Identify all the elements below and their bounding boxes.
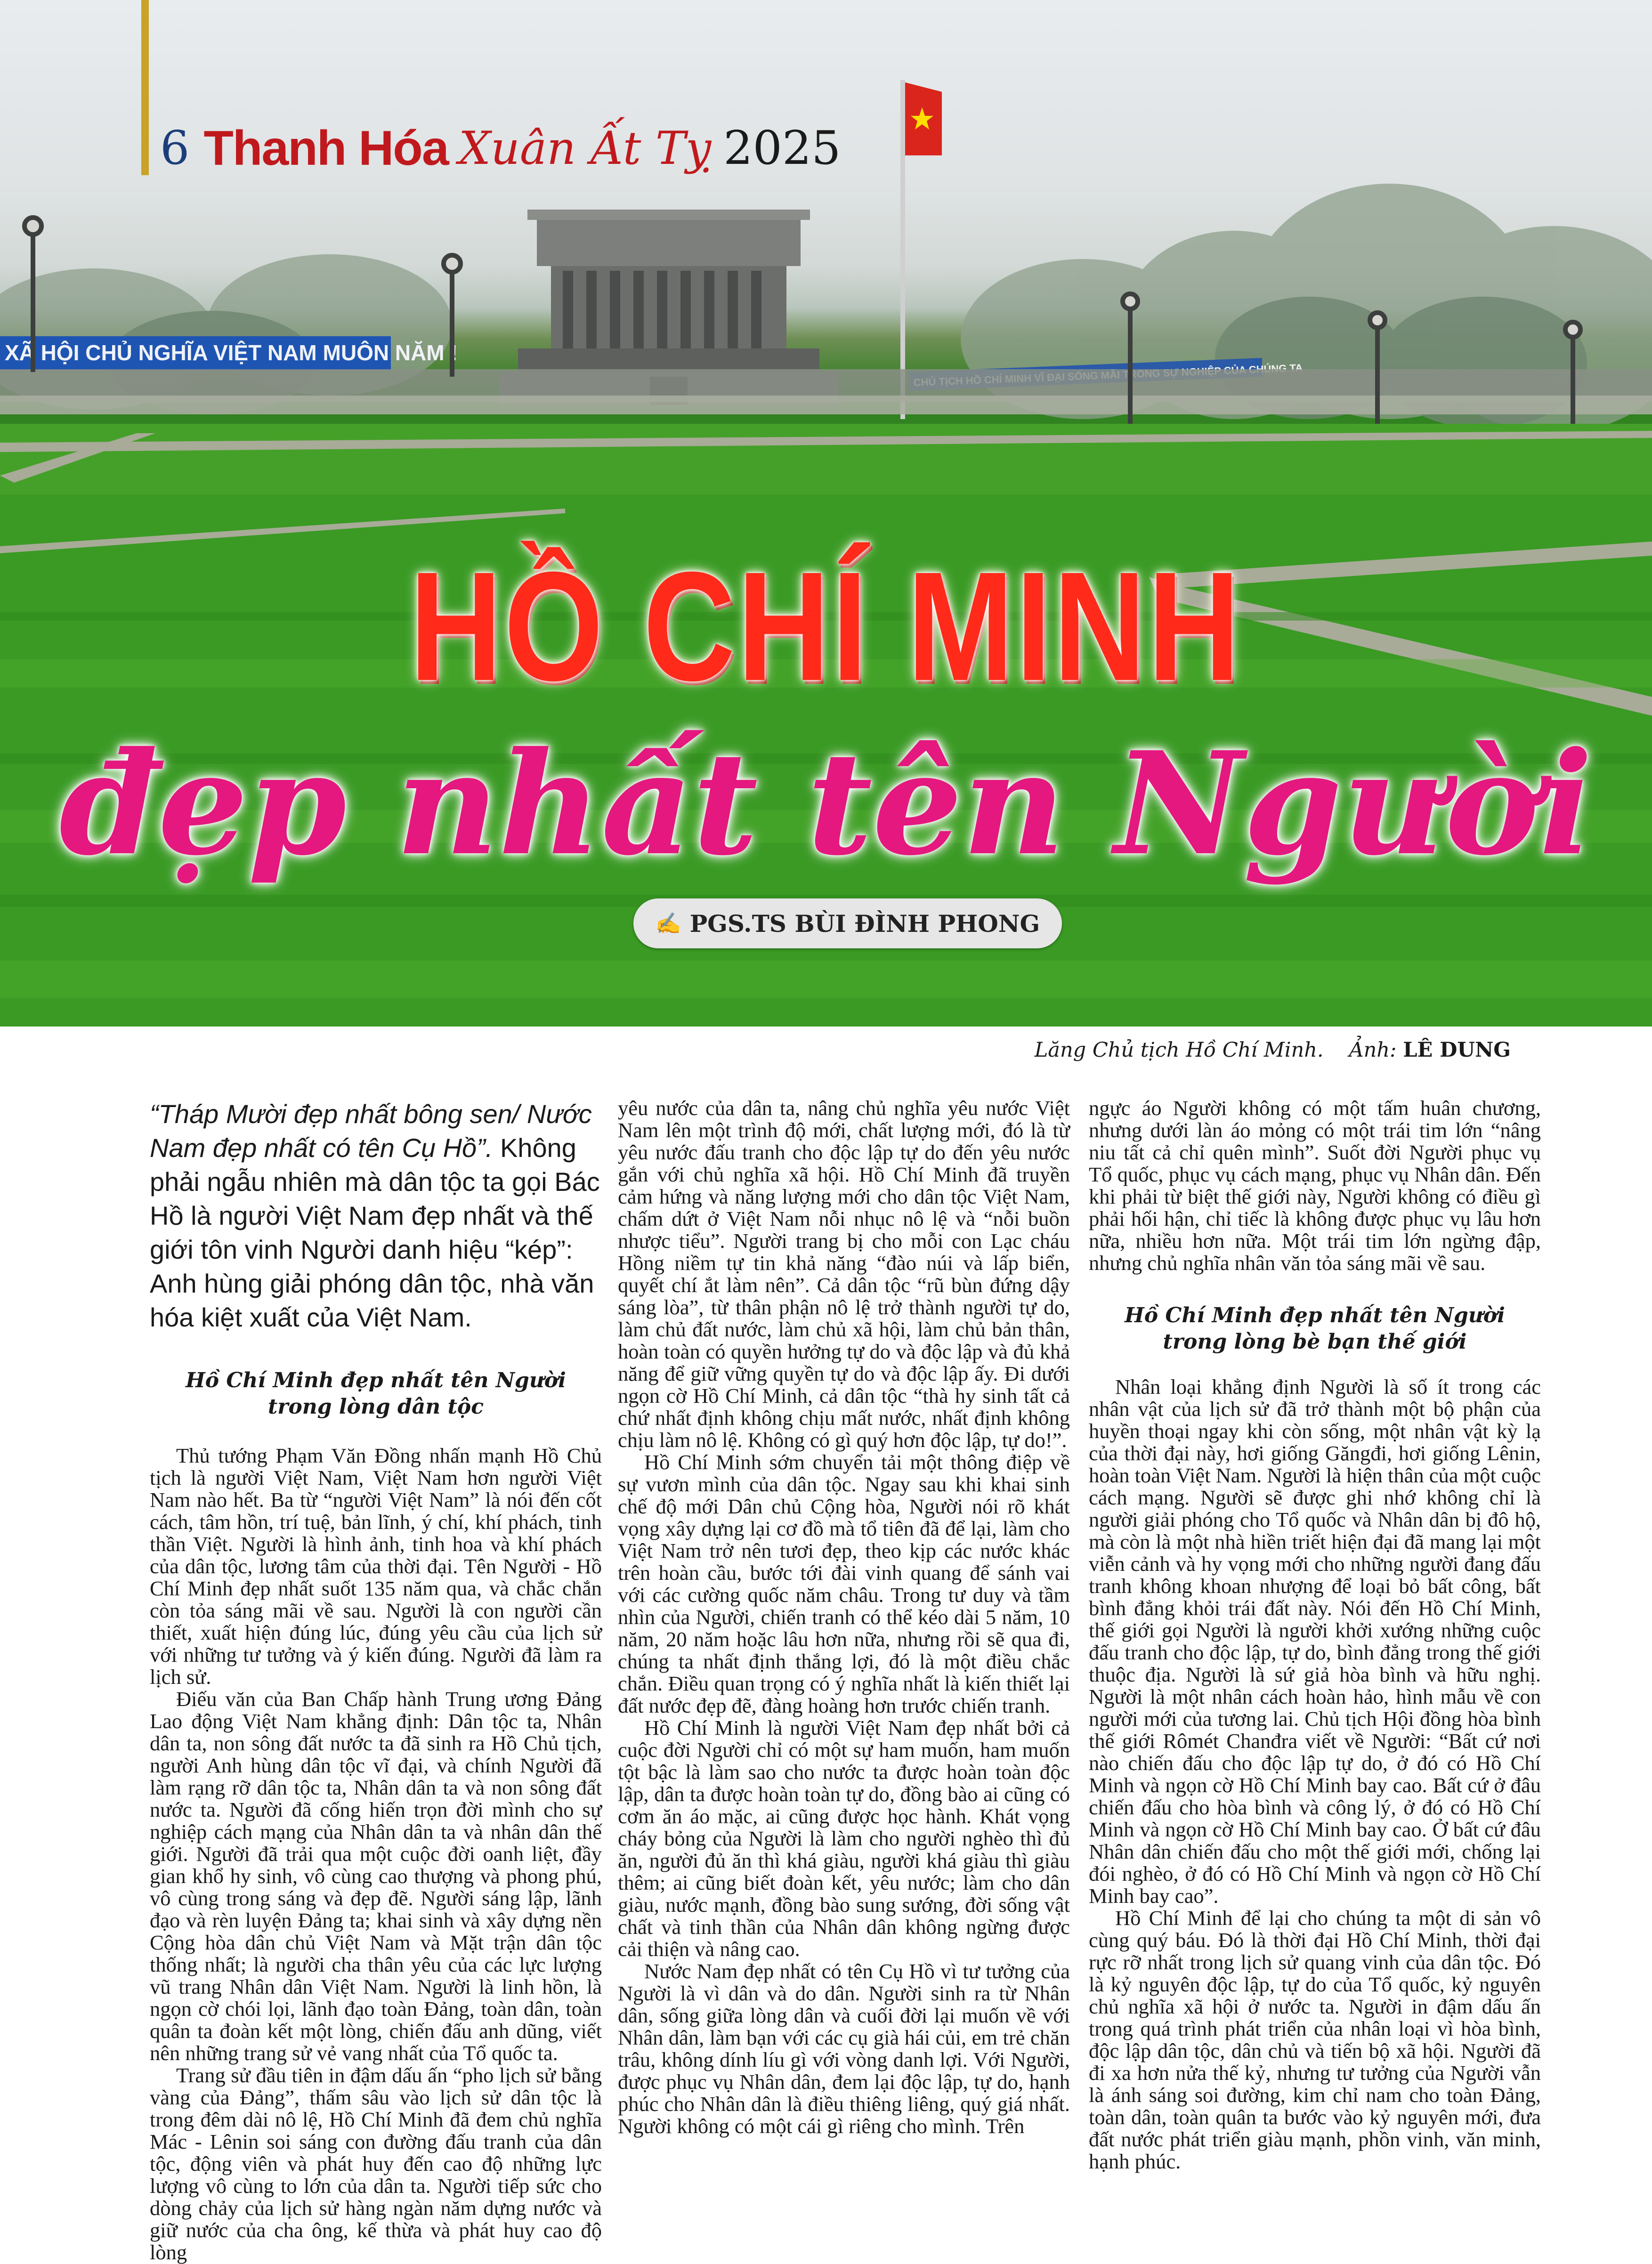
banner-left — [0, 336, 458, 370]
lead-text: Không phải ngẫu nhiên mà dân tộc ta gọi Bác Hồ là người Việt Nam đẹp nhất và thế giới tôn vinh Người danh hiệu “kép”: Anh hùng giải phóng dân tộc, nhà văn hóa kiệt xuất của Việt Nam. — [150, 1133, 600, 1332]
flagpole — [900, 80, 905, 419]
section-2-paragraph: Nhân loại khẳng định Người là số ít trong các nhân vật của lịch sử đã trở thành một bộ phận của huyền thoại ngay khi còn sống, một nhân vật kỳ lạ của thời đại này, hơi giống Găngđi, hơi giống Lênin, hoàn toàn Việt Nam. Người là hiện thân của một cuộc cách mạng. Người sẽ được ghi nhớ không chỉ là người giải phóng cho Tổ quốc và Nhân dân bị đô hộ, mà còn là một nhà hiền triết hiện đại đã mang lại một viễn cảnh và hy vọng mới cho những người đang đấu tranh không khoan nhượng để loại bỏ bất công, bất bình đẳng khỏi trái đất này. Nói đến Hồ Chí Minh, thế giới gọi Người là người khởi xướng những cuộc đấu tranh cho độc lập, tự do, bình đẳng trong thế giới thuộc địa. Người là sứ giả hòa bình và hữu nghị. Người là một nhân cách hoàn hảo, hình mẫu về con người mới của tương lai. Chủ tịch Hội đồng hòa bình thế giới Rômét Chanđra viết về Người: “Bất cứ nơi nào chiến đấu cho độc lập tự do, ở đó có Hồ Chí Minh và ngọn cờ Hồ Chí Minh bay cao. Bất cứ ở đâu chiến đấu cho hòa bình và công lý, ở đó có Hồ Chí Minh và ngọn cờ Hồ Chí Minh bay cao. Ở bất cứ đâu Nhân dân chiến đấu cho một thế giới mới, chống lại đói nghèo, ở đó có Hồ Chí Minh và ngọn cờ Hồ Chí Minh bay cao”. — [1089, 1375, 1541, 1908]
section-1-paragraph: Thủ tướng Phạm Văn Đồng nhấn mạnh Hồ Chủ tịch là người Việt Nam, Việt Nam hơn người Việt Nam nào hết. Ba từ “người Việt Nam” là nói đến cốt cách, tâm hồn, trí tuệ, bản lĩnh, ý chí, khí phách, tinh thần Việt. Người là hình ảnh, tinh hoa và khí phách của dân tộc, lương tâm của thời đại. Tên Người - Hồ Chí Minh đẹp nhất suốt 135 năm qua, và chắc chắn còn tỏa sáng mãi về sau. Người là con người cần thiết, xuất hiện đúng lúc, đúng yêu cầu của lịch sử với những tư tưởng và ý kiến đúng. Người đã làm ra lịch sử. — [150, 1444, 602, 1689]
column-2-paragraph: Nước Nam đẹp nhất có tên Cụ Hồ vì tư tưởng của Người là vì dân và do dân. Người sinh ra từ Nhân dân, sống giữa lòng dân và cuối đời lại muốn về với Nhân dân, làm bạn với các cụ già hái củi, em trẻ chăn trâu, không dính líu gì với vòng danh lợi. Với Người, được phục vụ Nhân dân, đem lại độc lập, tự do, hạnh phúc cho Nhân dân là điều thiêng liêng, quý giá nhất. Người không có một cái gì riêng cho mình. Trên — [618, 1959, 1070, 2138]
section-1-title: Hồ Chí Minh đẹp nhất tên Người trong lòng dân tộc — [186, 1368, 566, 1419]
banner-left-text: XÃ HỘI CHỦ NGHĨA VIỆT NAM MUÔN NĂM ! — [5, 340, 458, 365]
column-2-paragraph: Hồ Chí Minh là người Việt Nam đẹp nhất bởi cả cuộc đời Người chỉ có một sự ham muốn, ham muốn tột bậc là làm sao cho nước ta được hoàn toàn độc lập, dân ta được hoàn toàn tự do, đồng bào ai cũng có cơm ăn áo mặc, ai cũng được học hành. Khát vọng cháy bỏng của Người là làm cho người nghèo thì đủ ăn, người đủ ăn thì khá giàu, người khá giàu thì giàu thêm; ai cũng biết đoàn kết, yêu nước; làm cho dân giàu, nước mạnh, đồng bào sung sướng, đời sống vật chất và tinh thần của Nhân dân không ngừng được cải thiện và nâng cao. — [618, 1716, 1070, 1961]
section-2-paragraph: Hồ Chí Minh để lại cho chúng ta một di sản vô cùng quý báu. Đó là thời đại Hồ Chí Minh, thời đại rực rỡ nhất trong lịch sử quang vinh của dân tộc. Đó là kỷ nguyên độc lập, tự do của Tổ quốc, kỷ nguyên chủ nghĩa xã hội ở nước ta. Người in đậm dấu ấn trong quá trình phát triển của nhân loại vì hòa bình, độc lập dân tộc, dân chủ và tiến bộ xã hội. Người đã đi xa hơn nửa thế kỷ, nhưng tư tưởng của Người vẫn là ánh sáng soi đường, kim chỉ nam cho toàn Đảng, toàn dân, toàn quân ta bước vào kỷ nguyên mới, đưa đất nước phát triển giàu mạnh, phồn vinh, văn minh, hạnh phúc. — [1089, 1906, 1541, 2173]
page-header — [160, 118, 841, 179]
headline-line-2: đẹp nhất tên Người — [59, 720, 1593, 887]
section-2-title: Hồ Chí Minh đẹp nhất tên Người trong lòng bè bạn thế giới — [1125, 1303, 1505, 1354]
lead-quote: “Tháp Mười đẹp nhất bông sen/ Nước Nam đẹp nhất có tên Cụ Hồ”. — [150, 1099, 592, 1163]
column-2-paragraph: Hồ Chí Minh sớm chuyển tải một thông điệp về sự vươn mình của dân tộc. Ngay sau khi khai sinh chế độ mới Dân chủ Cộng hòa, Người nói rõ khát vọng xây dựng lại cơ đồ mà tổ tiên đã để lại, làm cho Việt Nam trở nên tươi đẹp, theo kịp các nước khác trên hoàn cầu, bước tới đài vinh quang để sánh vai với các cường quốc năm châu. Trong tư duy và tầm nhìn của Người, chiến tranh có thể kéo dài 5 năm, 10 năm, 20 năm hoặc lâu hơn nữa, nhưng rồi sẽ qua đi, chúng ta nhất định thắng lợi, đó là một điều chắc chắn. Điều quan trọng có ý nghĩa nhất là kiến thiết lại đất nước đẹp đẽ, đàng hoàng hơn trước chiến tranh. — [618, 1450, 1070, 1717]
column-2 — [618, 1097, 1070, 2137]
caption-credit-name: LÊ DUNG — [1403, 1038, 1511, 1062]
section-1-paragraph: Trang sử đầu tiên in đậm dấu ấn “pho lịch sử bằng vàng của Đảng”, thấm sâu vào lịch sử dân tộc là trong đêm dài nô lệ, Hồ Chí Minh đã đem chủ nghĩa Mác - Lênin soi sáng con đường đấu tranh của dân tộc, động viên và phát huy đến cao độ những lực lượng vô cùng to lớn của dân ta. Người tiếp sức cho dòng chảy của lịch sử hàng ngàn năm dựng nước và giữ nước của cha ông, kế thừa và phát huy cao độ lòng — [150, 2063, 602, 2264]
section-1-paragraph: Điếu văn của Ban Chấp hành Trung ương Đảng Lao động Việt Nam khẳng định: Dân tộc ta, Nhân dân ta, non sông đất nước ta đã sinh ra Hồ Chủ tịch, người Anh hùng dân tộc vĩ đại, và chính Người đã làm rạng rỡ dân tộc ta, Nhân dân ta và non sông đất nước ta. Người đã cống hiến trọn đời mình cho sự nghiệp cách mạng của Nhân dân ta và nhân dân thế giới. Người đã trải qua một cuộc đời oanh liệt, đầy gian khổ hy sinh, vô cùng cao thượng và phong phú, vô cùng trong sáng và đẹp đẽ. Người sáng lập, lãnh đạo và rèn luyện Đảng ta; khai sinh và xây dựng nền Cộng hòa dân chủ Việt Nam và Mặt trận dân tộc thống nhất; là người cha thân yêu của các lực lượng vũ trang Nhân dân Việt Nam. Người là linh hồn, là ngọn cờ chói lọi, lãnh đạo toàn Đảng, toàn dân, toàn quân ta đoàn kết một lòng, chiến đấu anh dũng, viết nên những trang sử vẻ vang nhất của Tổ quốc ta. — [150, 1687, 602, 2065]
byline-pill — [633, 898, 1062, 948]
column-2-paragraph: yêu nước của dân ta, nâng chủ nghĩa yêu nước Việt Nam lên một trình độ mới, chất lượng mới, đó là từ yêu nước đấu tranh cho độc lập tự do đến yêu nước gắn với chủ nghĩa xã hội. Hồ Chí Minh đã truyền cảm hứng và năng lượng mới cho dân tộc Việt Nam, chấm dứt ở Việt Nam nỗi nhục nô lệ và “nỗi buồn nhược tiểu”. Người trang bị cho mỗi con Lạc cháu Hồng niềm tự tin khả năng “đào núi và lấp biển, quyết chí ắt làm nên”. Cả dân tộc “rũ bùn đứng dậy sáng lòa”, từ thân phận nô lệ trở thành người tự do, làm chủ đất nước, làm chủ xã hội, làm chủ bản thân, hoàn toàn có quyền hưởng tự do và độc lập và đủ khả năng để giữ vững quyền tự do và độc lập ấy. Đi dưới ngọn cờ Hồ Chí Minh, cả dân tộc “thà hy sinh tất cả chứ nhất định không chịu mất nước, nhất định không chịu làm nô lệ. Không có gì quý hơn độc lập, tự do!”. — [618, 1096, 1070, 1452]
headline-line-1: HỒ CHÍ MINH — [410, 539, 1242, 713]
header-gold-rule — [141, 0, 149, 175]
caption-text: Lăng Chủ tịch Hồ Chí Minh. — [1034, 1038, 1324, 1062]
pen-icon: ✍ — [655, 912, 681, 936]
photo-caption — [1035, 1038, 1511, 1062]
author-name: PGS.TS BÙI ĐÌNH PHONG — [689, 909, 1040, 938]
column-1 — [150, 1097, 602, 2264]
magazine-year: 2025 — [723, 121, 841, 175]
column-3-intro: ngực áo Người không có một tấm huân chương, nhưng dưới làn áo mỏng có một trái tim lớn “nâng niu tất cả chỉ quên mình”. Suốt đời Người phục vụ Tổ quốc, phục vụ cách mạng, phục vụ Nhân dân. Đến khi phải từ biệt thế giới này, Người không có điều gì phải hối hận, chỉ tiếc là không được phục vụ lâu hơn nữa, nhiều hơn nữa. Một trái tim lớn ngừng đập, nhưng chủ nghĩa nhân văn tỏa sáng mãi về sau. — [1089, 1096, 1541, 1275]
lead-paragraph — [150, 1097, 602, 1334]
caption-credit-label: Ảnh: — [1349, 1038, 1397, 1062]
magazine-name: Thanh Hóa — [203, 121, 448, 176]
magazine-season: Xuân Ất Tỵ — [458, 122, 712, 175]
column-3 — [1089, 1097, 1541, 2173]
page-number: 6 — [160, 121, 190, 175]
